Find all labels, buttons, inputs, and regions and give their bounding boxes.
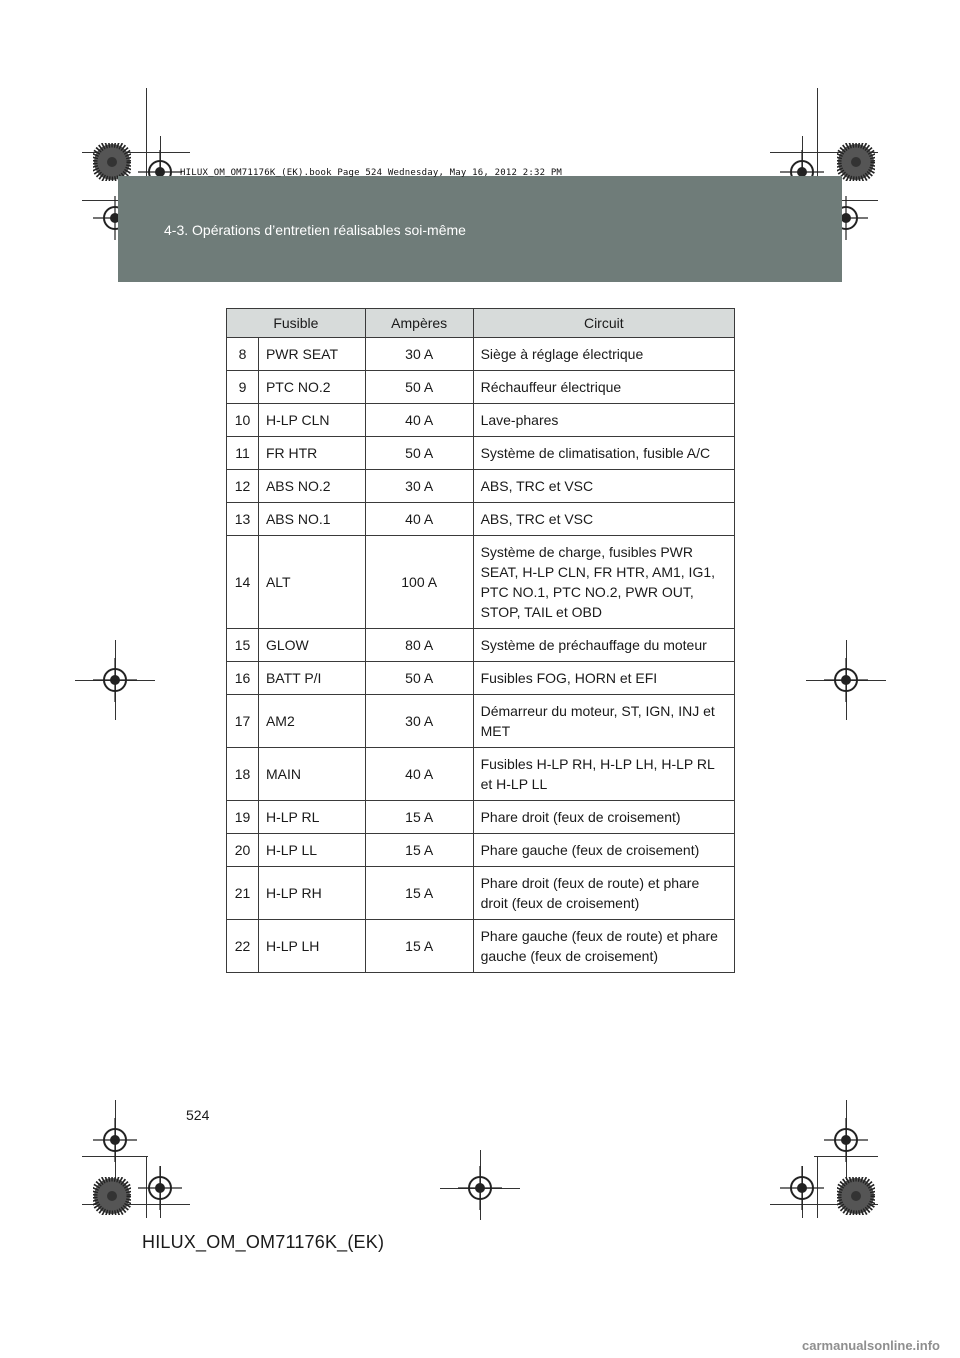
fuse-number-cell: 9 [227, 371, 259, 404]
fuse-name-cell: AM2 [258, 695, 365, 748]
table-row [227, 867, 735, 920]
amperage-cell: 50 A [365, 437, 473, 470]
amperage-cell: 40 A [365, 503, 473, 536]
fuse-table [226, 308, 735, 973]
registration-mark-icon [93, 658, 137, 702]
table-row [227, 748, 735, 801]
circuit-cell: Phare gauche (feux de route) et phare gauche (feux de croisement) [473, 920, 734, 973]
circuit-cell: Siège à réglage électrique [473, 338, 734, 371]
book-stamp: HILUX_OM_OM71176K_(EK).book Page 524 Wednesday, May 16, 2012 2:32 PM [180, 168, 563, 178]
amperage-cell: 50 A [365, 371, 473, 404]
amperage-cell: 100 A [365, 536, 473, 629]
fuse-name-cell: PWR SEAT [258, 338, 365, 371]
circuit-cell: Système de préchauffage du moteur [473, 629, 734, 662]
table-row [227, 404, 735, 437]
fuse-table-body [227, 338, 735, 973]
fuse-number-cell: 14 [227, 536, 259, 629]
circuit-cell: Fusibles FOG, HORN et EFI [473, 662, 734, 695]
amperage-cell: 80 A [365, 629, 473, 662]
amperage-cell: 30 A [365, 470, 473, 503]
circuit-cell: Démarreur du moteur, ST, IGN, INJ et MET [473, 695, 734, 748]
fuse-name-cell: MAIN [258, 748, 365, 801]
table-row [227, 338, 735, 371]
fuse-name-cell: GLOW [258, 629, 365, 662]
fuse-number-cell: 10 [227, 404, 259, 437]
section-title: 4-3. Opérations d’entretien réalisables soi-même [164, 222, 466, 238]
watermark: carmanualsonline.info [802, 1338, 940, 1353]
amperage-cell: 15 A [365, 867, 473, 920]
circuit-cell: Phare gauche (feux de croisement) [473, 834, 734, 867]
circuit-cell: Lave-phares [473, 404, 734, 437]
fuse-name-cell: ABS NO.1 [258, 503, 365, 536]
column-header-fuse: Fusible [227, 309, 366, 338]
registration-mark-icon [93, 1118, 137, 1162]
fuse-name-cell: FR HTR [258, 437, 365, 470]
fuse-name-cell: BATT P/I [258, 662, 365, 695]
circuit-cell: Phare droit (feux de croisement) [473, 801, 734, 834]
color-wheel-mark-icon [837, 143, 875, 181]
fuse-number-cell: 8 [227, 338, 259, 371]
table-row [227, 920, 735, 973]
fuse-number-cell: 13 [227, 503, 259, 536]
fuse-number-cell: 15 [227, 629, 259, 662]
amperage-cell: 15 A [365, 920, 473, 973]
table-row [227, 662, 735, 695]
fuse-number-cell: 22 [227, 920, 259, 973]
registration-mark-icon [824, 1118, 868, 1162]
amperage-cell: 15 A [365, 801, 473, 834]
table-row [227, 470, 735, 503]
color-wheel-mark-icon [93, 1177, 131, 1215]
amperage-cell: 15 A [365, 834, 473, 867]
registration-mark-icon [458, 1166, 502, 1210]
fuse-number-cell: 18 [227, 748, 259, 801]
table-row [227, 536, 735, 629]
table-row [227, 834, 735, 867]
page-number: 524 [186, 1107, 210, 1123]
fuse-name-cell: H-LP LL [258, 834, 365, 867]
table-row [227, 503, 735, 536]
registration-mark-icon [138, 1166, 182, 1210]
table-row [227, 801, 735, 834]
table-header-row [227, 309, 735, 338]
table-row [227, 695, 735, 748]
color-wheel-mark-icon [837, 1177, 875, 1215]
table-row [227, 629, 735, 662]
amperage-cell: 30 A [365, 695, 473, 748]
fuse-number-cell: 16 [227, 662, 259, 695]
table-row [227, 371, 735, 404]
circuit-cell: Système de climatisation, fusible A/C [473, 437, 734, 470]
registration-mark-icon [824, 658, 868, 702]
amperage-cell: 50 A [365, 662, 473, 695]
registration-mark-icon [780, 1166, 824, 1210]
fuse-number-cell: 12 [227, 470, 259, 503]
circuit-cell: Système de charge, fusibles PWR SEAT, H-LP CLN, FR HTR, AM1, IG1, PTC NO.1, PTC NO.2, PWR OUT, STOP, TAIL et OBD [473, 536, 734, 629]
circuit-cell: Phare droit (feux de route) et phare droit (feux de croisement) [473, 867, 734, 920]
circuit-cell: ABS, TRC et VSC [473, 503, 734, 536]
fuse-name-cell: H-LP CLN [258, 404, 365, 437]
fuse-name-cell: H-LP RL [258, 801, 365, 834]
fuse-name-cell: PTC NO.2 [258, 371, 365, 404]
fuse-number-cell: 20 [227, 834, 259, 867]
table-row [227, 437, 735, 470]
fuse-name-cell: H-LP LH [258, 920, 365, 973]
column-header-amperes: Ampères [365, 309, 473, 338]
circuit-cell: Fusibles H-LP RH, H-LP LH, H-LP RL et H-LP LL [473, 748, 734, 801]
column-header-circuit: Circuit [473, 309, 734, 338]
amperage-cell: 40 A [365, 404, 473, 437]
amperage-cell: 30 A [365, 338, 473, 371]
fuse-number-cell: 17 [227, 695, 259, 748]
fuse-name-cell: H-LP RH [258, 867, 365, 920]
document-code: HILUX_OM_OM71176K_(EK) [142, 1232, 385, 1252]
fuse-number-cell: 11 [227, 437, 259, 470]
amperage-cell: 40 A [365, 748, 473, 801]
circuit-cell: ABS, TRC et VSC [473, 470, 734, 503]
fuse-number-cell: 21 [227, 867, 259, 920]
fuse-name-cell: ALT [258, 536, 365, 629]
fuse-number-cell: 19 [227, 801, 259, 834]
circuit-cell: Réchauffeur électrique [473, 371, 734, 404]
fuse-name-cell: ABS NO.2 [258, 470, 365, 503]
